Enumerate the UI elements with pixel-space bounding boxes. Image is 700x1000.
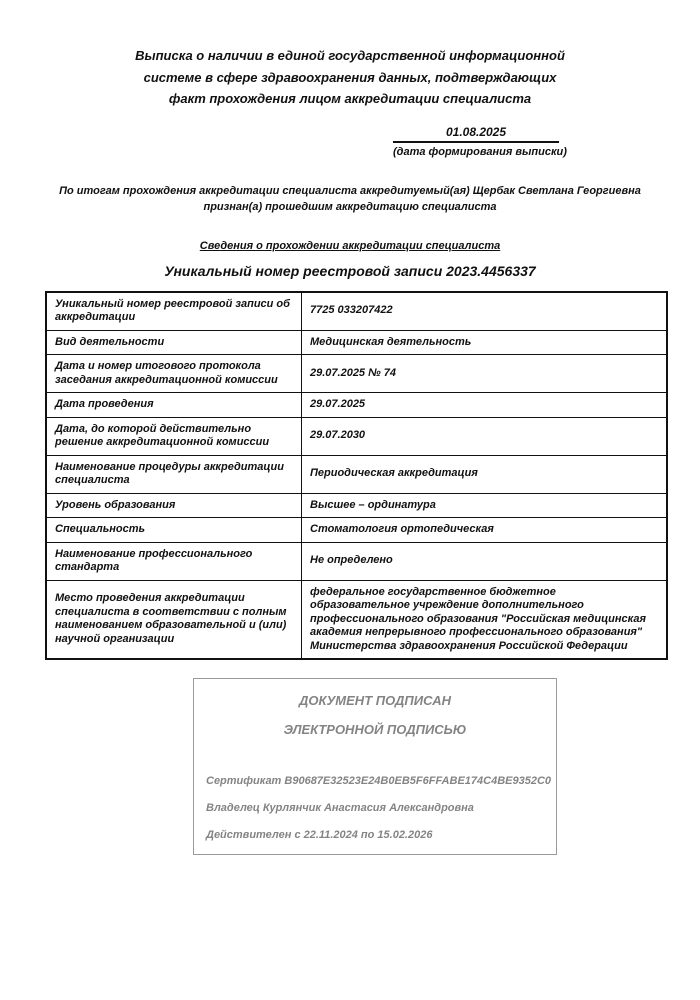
row-label: Вид деятельности (46, 330, 302, 355)
row-value: федеральное государственное бюджетное образовательное учреждение дополнительного профессионального образования "Российская медицинская академия непрерывного профессионального образования" Министерства здравоохранения Российской Федерации (302, 580, 668, 659)
table-row (46, 393, 667, 418)
row-value: Не определено (302, 542, 668, 580)
table-row (46, 580, 667, 659)
signature-certificate: Сертификат B90687E32523E24B0EB5F6FFABE174C4BE9352C0 (206, 775, 552, 787)
table-row (46, 330, 667, 355)
signature-owner: Владелец Курлянчик Анастасия Александровна (206, 802, 474, 814)
row-label: Дата и номер итогового протокола заседания аккредитационной комиссии (46, 355, 302, 393)
row-label: Уровень образования (46, 493, 302, 518)
section-heading: Сведения о прохождении аккредитации специалиста (199, 239, 501, 252)
signature-title-line2: ЭЛЕКТРОННОЙ ПОДПИСЬЮ (283, 722, 467, 737)
extract-date-value: 01.08.2025 (393, 125, 559, 143)
extract-date-caption: (дата формирования выписки) (393, 145, 567, 158)
row-value: Стоматология ортопедическая (302, 518, 668, 543)
table-row (46, 355, 667, 393)
row-label: Дата, до которой действительно решение аккредитационной комиссии (46, 417, 302, 455)
table-row (46, 542, 667, 580)
row-label: Наименование профессионального стандарта (46, 542, 302, 580)
registry-number-line: Уникальный номер реестровой записи 2023.4456337 (164, 262, 536, 279)
table-row (46, 455, 667, 493)
signature-validity: Действителен с 22.11.2024 по 15.02.2026 (206, 829, 433, 841)
document-title: Выписка о наличии в единой государственной информационной системе в сфере здравоохранения данных, подтверждающих факт прохождения лицом аккредитации специалиста (135, 48, 565, 106)
electronic-signature-stamp (193, 678, 557, 855)
accreditation-result-statement: По итогам прохождения аккредитации специалиста аккредитуемый(ая) Щербак Светлана Георгиевна признан(а) прошедшим аккредитацию специалиста (59, 184, 641, 213)
row-value: Периодическая аккредитация (302, 455, 668, 493)
table-row (46, 292, 667, 331)
accreditation-details-table (45, 291, 668, 661)
row-value: 29.07.2025 № 74 (302, 355, 668, 393)
row-value: Медицинская деятельность (302, 330, 668, 355)
row-value: 29.07.2025 (302, 393, 668, 418)
row-label: Специальность (46, 518, 302, 543)
row-value: 29.07.2030 (302, 417, 668, 455)
table-row (46, 518, 667, 543)
table-row (46, 493, 667, 518)
extract-date-block (393, 124, 567, 159)
row-value: 7725 033207422 (302, 292, 668, 331)
row-label: Место проведения аккредитации специалиста в соответствии с полным наименованием образовательной и (или) научной организации (46, 580, 302, 659)
signature-title-line1: ДОКУМЕНТ ПОДПИСАН (299, 693, 451, 708)
row-label: Дата проведения (46, 393, 302, 418)
row-value: Высшее – ординатура (302, 493, 668, 518)
table-row (46, 417, 667, 455)
row-label: Уникальный номер реестровой записи об аккредитации (46, 292, 302, 331)
row-label: Наименование процедуры аккредитации специалиста (46, 455, 302, 493)
